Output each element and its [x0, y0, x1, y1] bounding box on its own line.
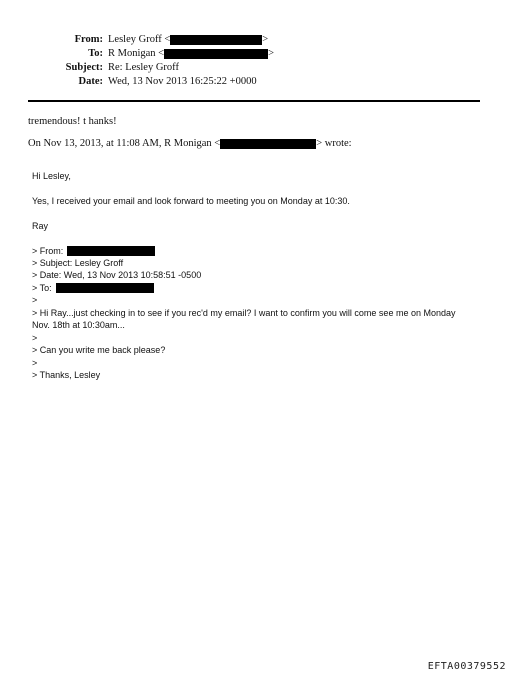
blank-quote-line: >	[32, 358, 38, 368]
msg-line4: > Thanks, Lesley	[32, 370, 101, 380]
blank-quote-line: >	[32, 295, 38, 305]
fwd-from	[32, 245, 155, 257]
redaction-box	[170, 35, 262, 45]
quote-intro-after: > wrote:	[316, 138, 352, 149]
header-divider	[28, 100, 480, 102]
subject-value: Re: Lesley Groff	[108, 62, 179, 73]
fwd-to	[32, 282, 154, 294]
quoted-signature: Ray	[32, 221, 49, 231]
from-label: From:	[74, 34, 103, 45]
quote-intro-before: On Nov 13, 2013, at 11:08 AM, R Monigan <	[28, 138, 221, 149]
blank-quote-line: >	[32, 333, 38, 343]
from-value: Lesley Groff <	[108, 34, 171, 45]
quoted-greeting: Hi Lesley,	[32, 171, 71, 181]
fwd-from-label: > From:	[32, 246, 64, 256]
date-value: Wed, 13 Nov 2013 16:25:22 +0000	[108, 76, 257, 87]
from-close: >	[262, 34, 269, 45]
msg-line1: > Hi Ray...just checking in to see if you rec'd my email? I want to confirm you will come see me on Monday	[32, 308, 456, 318]
msg-line2: Nov. 18th at 10:30am...	[32, 320, 125, 330]
quoted-line1: Yes, I received your email and look forward to meeting you on Monday at 10:30.	[32, 196, 350, 206]
subject-label: Subject:	[65, 62, 103, 73]
fwd-date: > Date: Wed, 13 Nov 2013 10:58:51 -0500	[32, 270, 202, 280]
redaction-box	[56, 283, 154, 293]
to-label: To:	[88, 48, 103, 59]
reply-text: tremendous! t hanks!	[28, 116, 117, 127]
fwd-subject: > Subject: Lesley Groff	[32, 258, 124, 268]
redaction-box	[164, 49, 268, 59]
redaction-box	[67, 246, 155, 256]
quote-intro	[28, 137, 352, 150]
to-value: R Monigan <	[108, 48, 165, 59]
to-close: >	[268, 48, 275, 59]
msg-line3: > Can you write me back please?	[32, 345, 166, 355]
document-id: EFTA00379552	[427, 661, 506, 672]
date-label: Date:	[78, 76, 103, 87]
fwd-to-label: > To:	[32, 283, 52, 293]
redaction-box	[220, 139, 316, 149]
